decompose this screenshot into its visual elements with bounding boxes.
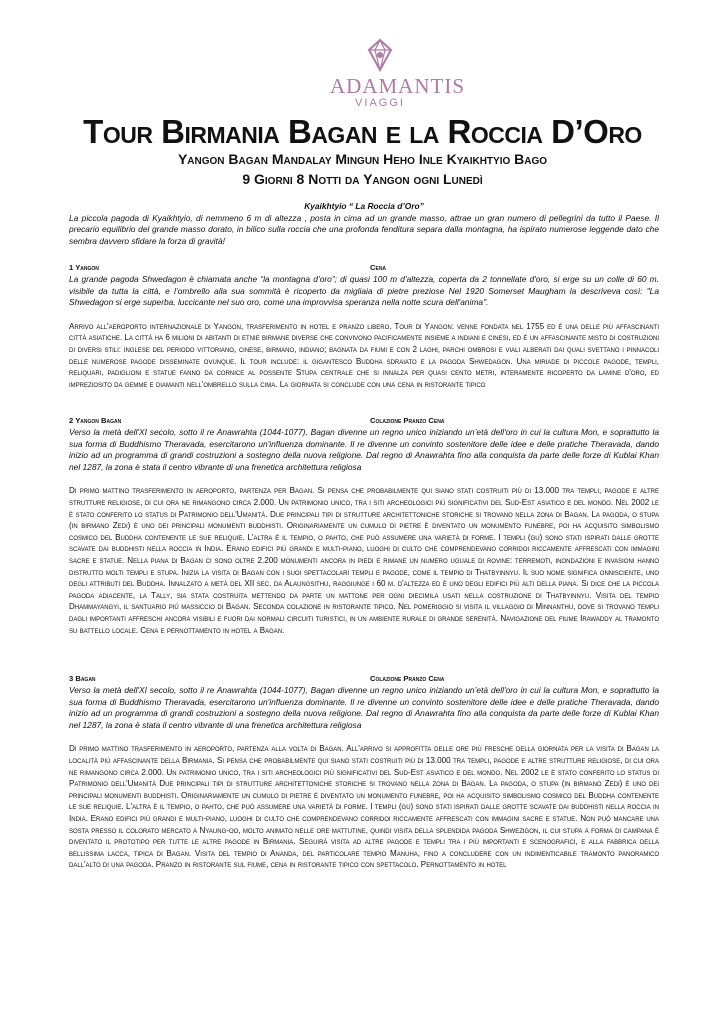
day-3-section [69, 673, 659, 871]
brand-sub: VIAGGI [355, 97, 405, 109]
day-3-label: 3 Bagan [69, 674, 96, 683]
day-3-italic: Verso la metà dell'XI secolo, sotto il re Anawrahta (1044-1077), Bagan divenne un regno unico iniziando un’età dell'oro in cui la cultura Mon, e soprattutto la sua forma di Buddhismo Theravada, esercitarono un'influenza dominante. Il re divenne un convinto sostenitore delle idee e delle pratiche Theravada, dando inizio ad un programma di grandi costruzioni a sostegno della nuova religione. Dal regno di Anawrahta fino alla conquista da parte delle forze di Kublai Khan nel 1287, la zona è stata il centro vibrante di una frenetica architettura religiosa [69, 685, 659, 730]
intro-heading: Kyaikhtyio “ La Roccia d’Oro” [304, 201, 424, 211]
day-1-header [69, 262, 659, 274]
day-2-italic: Verso la metà dell'XI secolo, sotto il re Anawrahta (1044-1077), Bagan divenne un regno unico iniziando un’età dell'oro in cui la cultura Mon, e soprattutto la sua forma di Buddhismo Theravada, esercitarono un'influenza dominante. Il re divenne un convinto sostenitore delle idee e delle pratiche Theravada, dando inizio ad un programma di grandi costruzioni a sostegno della nuova religione. Dal regno di Anawrahta fino alla conquista da parte delle forze di Kublai Khan nel 1287, la zona è stata il centro vibrante di una frenetica architettura religiosa [69, 427, 659, 472]
day-2-label: 2 Yangon Bagan [69, 416, 122, 425]
page-title: Tour Birmania Bagan e la Roccia D’Oro [83, 113, 642, 150]
day-1-section [69, 262, 659, 390]
day-1-meals: Cena [370, 263, 387, 272]
intro-section [69, 201, 659, 247]
day-3-header [69, 673, 659, 685]
day-2-header [69, 415, 659, 427]
day-3-body: Di primo mattino trasferimento in aeroporto, partenza alla volta di Bagan. All'arrivo si approfitta delle ore più fresche della giornata per la visita di Bagan la località più affascinante della Birmania. Si pensa che probabilmente qui siano stati costruiti più di 13.000 tra templi, pagode e altre strutture religiose, di cui ora ne rimangono circa 2.000. Un patrimonio unico, tra i siti archeologici più significativi del Sud-Est asiatico e del mondo. Nel 2002 le è stato conferito lo status di Patrimonio dell'Umanità Due principali tipi di strutture architettoniche storiche si trovano nella zona di Bagan. La pagoda, o stupa (in birmano Zedi) è uno dei principali monumenti buddhisti. Originariamente un cumulo di pietre è diventato un monumento funebre, poi ha acquisito simbolismo cosmico del Buddha contenente le sue reliquie. L'altra è il tempio, o pahto, che può assumere una varietà di forme. I templi (gu) sono stati ispirati dalle grotte scavate dai buddhisti nella roccia in India. Erano edifici più grandi e multi-piano, luoghi di culto che comprendevano corridoi riccamente affrescati con immagini sacre e statue. Non può mancare una sosta presso il colorato mercato a Nyaung-oo, molto animato nelle ore mattutine, quindi visita della splendida pagoda Shwezigon, il cui stupa a forma di campana è diventato il prototipo per tutte le altre pagode in Birmania. Seguirà visita ad altre pagode e templi tra i più importanti e scenografici, e alla fabbrica della bellissima lacca, tipica di Bagan. Visita del tempio di Ananda, del particolare tempio Manuha, fino a concludere con un indimenticabile tramonto panoramico dall'alto di una pagoda. Pranzo in ristorante sul fiume, cena in ristorante tipico con spettacolo. Pernottamento in hotel [69, 744, 659, 870]
day-1-label: 1 Yangon [69, 263, 99, 272]
day-1-body: Arrivo all'aeroporto internazionale di Yangon, trasferimento in hotel e pranzo libero. Tour di Yangon: venne fondata nel 1755 ed è una delle più affascinanti città asiatiche. La città ha 6 milioni di abitanti di etnie birmane diverse che convivono pacificamente insieme a indiani e cinesi, ed è un affascinante misto di costruzioni di diversi stili: inglese del periodo vittoriano, cinese, birmano, indiano; bagnata da fiumi e con 2 laghi, parchi ombrosi e viali alberati dai quali svettano i pinnacoli delle numerose pagode disseminate ovunque. Il tour include: il gigantesco Buddha sdraiato e la pagoda Shwedagon. Una miriade di piccole pagode, templi, reliquari, padiglioni e statue fanno da cornice al possente Stupa centrale che si innalza per quasi cento metri, interamente ricoperto da lamine d'oro, ed impreziosito da gemme e diamanti nell'ombrello sulla cima. La giornata si conclude con una cena in ristorante tipico [69, 321, 659, 389]
day-3-meals: Colazione Pranzo Cena [370, 674, 445, 683]
diamond-logo-icon [365, 38, 395, 72]
day-1-italic: La grande pagoda Shwedagon è chiamata anche “la montagna d’oro”; di quasi 100 m d'altezza, coperta da 2 tonnellate d'oro, si erge su un colle di 60 m. visibile da tutta la città, e l’ombrello alla sua sommità è ricoperto da migliaia di pietre preziose Nel 1920 Somerset Maugham la descriveva così: "La Shwedagon si erge superba, luccicante nel suo oro, come una improvvisa speranza nella notte scura dell'anima". [69, 274, 659, 308]
subtitle-duration: 9 Giorni 8 Notti da Yangon ogni Lunedì [242, 171, 483, 187]
subtitle-route: Yangon Bagan Mandalay Mingun Heho Inle Kyaikhtyio Bago [177, 151, 548, 167]
day-2-meals: Colazione Pranzo Cena [370, 416, 445, 425]
day-2-section [69, 415, 659, 636]
day-2-body: Di primo mattino trasferimento in aeroporto, partenza per Bagan. Si pensa che probabilmente qui siano stati costruiti più di 13.000 tra templi, pagode e altre strutture religiose, di cui ora ne rimangono circa 2.000. Un patrimonio unico, tra i siti archeologici più significativi del Sud-Est asiatico e del mondo. Nel 2002 le è stato conferito lo status di Patrimonio dell'Umanità. Due principali tipi di strutture architettoniche storiche si trovano nella zona di Bagan. La pagoda, o stupa (in birmano Zedi) è uno dei principali monumenti buddhisti. Originariamente un cumulo di pietre è diventato un monumento funebre, poi ha acquisito simbolismo cosmico del Buddha contenente le sue reliquie. L'altra è il tempio, o pahto, che può assumere una varietà di forme. I templi (gu) sono stati ispirati dalle grotte scavate dai buddhisti nella roccia in India. Erano edifici più grandi e multi-piano, luoghi di culto che comprendevano corridoi riccamente affrescati con immagini sacre e statue. Nella piana di Bagan ci sono oltre 2.200 monumenti ancora in piedi e rimane un numero uguale di rovine: terremoti, inondazioni e invasioni hanno distrutto molti templi e stupa. Inizia la visita di Bagan con i suoi spettacolari templi e pagode, come il tempio di Thatbyinnyu. Il suo nome significa onnisciente, uno degli attributi del Buddha. Innalzato a metà del XII sec. da Alaungsithu, raggiunge i 60 m. d'altezza ed è uno degli edifici più alti della piana. Si dice che la piccola pagoda adiacente, la Tally, sia stata costruita mettendo da parte un mattone per ogni diecimila usati nella costruzione di Thatbyinnyu. Visita del tempio Dhammayangyi, il santuario più massiccio di Bagan. Seconda colazione in ristorante tipico. Nel pomeriggio si visita il villaggio di Minnanthu, dove si trovano templi dagli importanti affreschi ancora visibili e fuori dai normali circuiti turistici, in un ambiente rurale di grande serenità. Navigazione del fiume Irawaddy al tramonto su battello locale. Cena e pernottamento in hotel a Bagan. [69, 486, 659, 635]
brand-name: ADAMANTIS [330, 74, 465, 98]
intro-text: La piccola pagoda di Kyaikhtyio, di nemmeno 6 m di altezza , posta in cima ad un grande masso, attrae un gran numero di pellegrini da tutto il Paese. Il precario equilibrio del grande masso dorato, in bilico sulla roccia che una profonda fenditura separa dalla montagna, ha ispirato numerose leggende dato che sembra davvero sfidare la forza di gravità! [69, 212, 659, 246]
logo [330, 38, 465, 109]
